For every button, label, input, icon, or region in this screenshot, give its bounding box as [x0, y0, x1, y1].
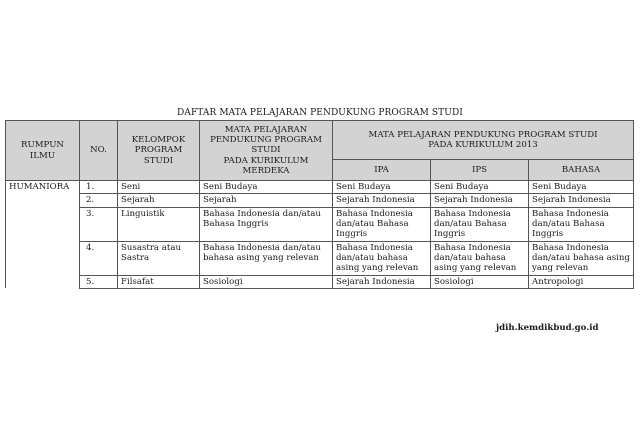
bahasa-cell: Antropologi [529, 275, 634, 288]
document-title: DAFTAR MATA PELAJARAN PENDUKUNG PROGRAM STUDI [177, 108, 463, 118]
table-row [6, 207, 634, 241]
header-kurikulum-merdeka [200, 121, 333, 181]
bahasa-cell: Bahasa Indonesia dan/atau Bahasa Inggris [529, 207, 634, 241]
ips-cell: Sosiologi [431, 275, 529, 288]
header-no: NO. [80, 121, 118, 181]
header-rumpun-ilmu: RUMPUN ILMU [6, 121, 80, 181]
ipa-cell: Sejarah Indonesia [333, 194, 431, 207]
ips-cell: Bahasa Indonesia dan/atau bahasa asing yang relevan [431, 241, 529, 275]
header-merdeka-subtitle: PADA KURIKULUM MERDEKA [223, 155, 309, 176]
merdeka-cell: Seni Budaya [200, 181, 333, 194]
row-number: 1. [80, 181, 118, 194]
header-kelompok-program-studi: KELOMPOK PROGRAM STUDI [118, 121, 200, 181]
table-row [6, 275, 634, 288]
kelompok-cell: Sejarah [118, 194, 200, 207]
header-merdeka-title: MATA PELAJARAN PENDUKUNG PROGRAM STUDI [210, 124, 322, 156]
header-k13-subtitle: PADA KURIKULUM 2013 [428, 140, 538, 150]
kelompok-cell: Linguistik [118, 207, 200, 241]
rumpun-cell: HUMANIORA [6, 181, 80, 289]
ips-cell: Bahasa Indonesia dan/atau Bahasa Inggris [431, 207, 529, 241]
row-number: 4. [80, 241, 118, 275]
table-row [6, 181, 634, 194]
kelompok-cell: Susastra atau Sastra [118, 241, 200, 275]
header-kurikulum-2013 [333, 121, 634, 160]
header-ipa: IPA [333, 160, 431, 181]
merdeka-cell: Bahasa Indonesia dan/atau Bahasa Inggris [200, 207, 333, 241]
ips-cell: Sejarah Indonesia [431, 194, 529, 207]
header-ips: IPS [431, 160, 529, 181]
header-k13-title: MATA PELAJARAN PENDUKUNG PROGRAM STUDI [368, 129, 598, 140]
row-number: 3. [80, 207, 118, 241]
header-bahasa: BAHASA [529, 160, 634, 181]
ipa-cell: Bahasa Indonesia dan/atau bahasa asing yang relevan [333, 241, 431, 275]
table-row [6, 194, 634, 207]
merdeka-cell: Sejarah [200, 194, 333, 207]
ipa-cell: Sejarah Indonesia [333, 275, 431, 288]
kelompok-cell: Seni [118, 181, 200, 194]
bahasa-cell: Sejarah Indonesia [529, 194, 634, 207]
bahasa-cell: Seni Budaya [529, 181, 634, 194]
ipa-cell: Seni Budaya [333, 181, 431, 194]
row-number: 5. [80, 275, 118, 288]
subjects-table [5, 120, 634, 289]
merdeka-cell: Sosiologi [200, 275, 333, 288]
kelompok-cell: Filsafat [118, 275, 200, 288]
ips-cell: Seni Budaya [431, 181, 529, 194]
table-row [6, 241, 634, 275]
row-number: 2. [80, 194, 118, 207]
ipa-cell: Bahasa Indonesia dan/atau Bahasa Inggris [333, 207, 431, 241]
merdeka-cell: Bahasa Indonesia dan/atau bahasa asing yang relevan [200, 241, 333, 275]
source-url: jdih.kemdikbud.go.id [496, 323, 599, 333]
bahasa-cell: Bahasa Indonesia dan/atau bahasa asing yang relevan [529, 241, 634, 275]
